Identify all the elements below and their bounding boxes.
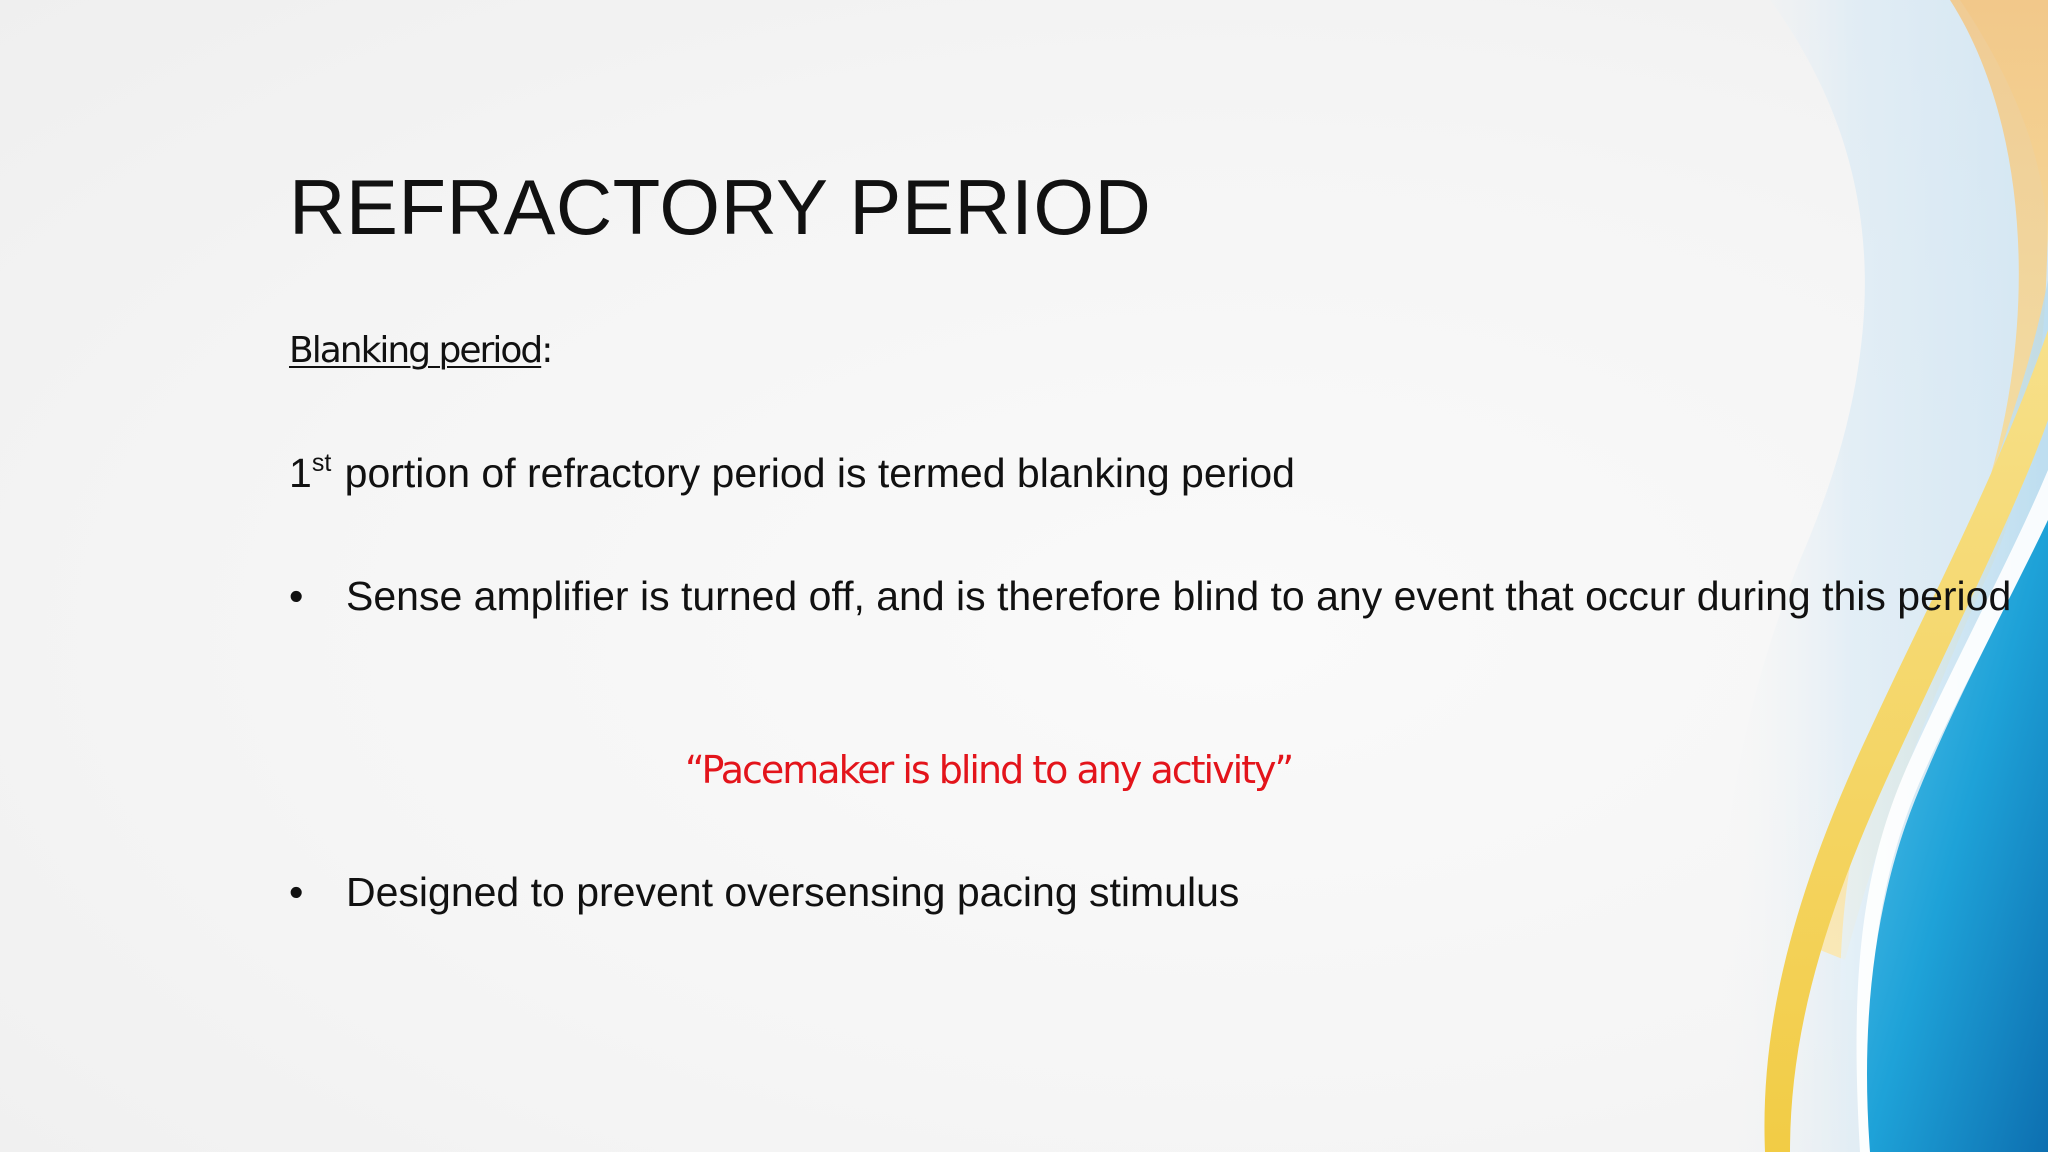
bullet-item [289,867,2048,922]
highlight-quote: “Pacemaker is blind to any activity” [685,748,1293,792]
bullet-marker: • [289,869,304,915]
intro-text: portion of refractory period is termed blanking period [333,450,1295,496]
subheading [289,328,551,374]
bullet-text: Designed to prevent oversensing pacing stimulus [346,869,1240,915]
bullet-marker: • [289,573,304,619]
subheading-colon: : [541,330,552,371]
bullet-item [289,571,2048,681]
intro-superscript: st [311,449,332,477]
bullet-text: Sense amplifier is turned off, and is therefore blind to any event that occur during this period [346,573,2012,619]
slide-title: REFRACTORY PERIOD [289,163,1152,251]
subheading-label: Blanking period [289,330,542,371]
intro-line [289,448,1295,498]
intro-number: 1 [289,450,312,496]
